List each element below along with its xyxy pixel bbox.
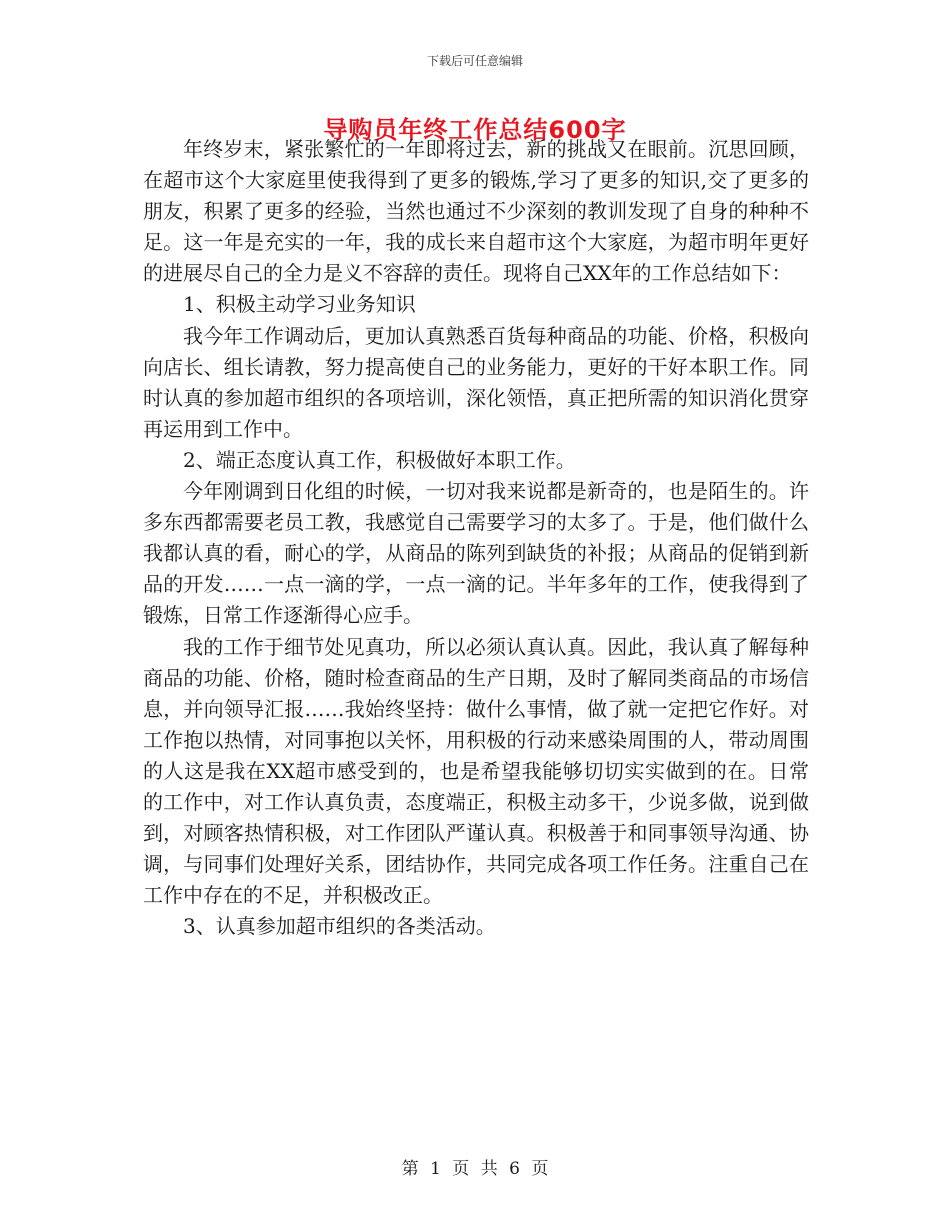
section-heading-2: 2、端正态度认真工作，积极做好本职工作。 bbox=[183, 447, 576, 472]
page-header-note: 下载后可任意编辑 bbox=[426, 54, 523, 68]
section-heading-1: 1、积极主动学习业务知识 bbox=[183, 292, 416, 317]
section-heading-3: 3、认真参加超市组织的各类活动。 bbox=[183, 914, 496, 939]
paragraph-section-2a: 今年刚调到日化组的时候，一切对我来说都是新奇的，也是陌生的。许多东西都需要老员工教，我感觉自己需要学习的太多了。于是，他们做什么我都认真的看，耐心的学，从商品的陈列到缺货的补报；从商品的促销到新品的开发……一点一滴的学，一点一滴的记。半年多年的工作，使我得到了锻炼，日常工作逐渐得心应手。 bbox=[143, 479, 809, 628]
document-title: 导购员年终工作总结600字 bbox=[323, 116, 627, 144]
paragraph-section-1: 我今年工作调动后，更加认真熟悉百货每种商品的功能、价格，积极向向店长、组长请教，努力提高使自己的业务能力，更好的干好本职工作。同时认真的参加超市组织的各项培训，深化领悟，真正把所需的知识消化贯穿再运用到工作中。 bbox=[143, 323, 809, 441]
paragraph-section-2b: 我的工作于细节处见真功，所以必须认真认真。因此，我认真了解每种商品的功能、价格，随时检查商品的生产日期，及时了解同类商品的市场信息，并向领导汇报……我始终坚持：做什么事情，做了就一定把它作好。对工作抱以热情，对同事抱以关怀，用积极的行动来感染周围的人，带动周围的人这是我在XX超市感受到的，也是希望我能够切切实实做到的在。日常的工作中，对工作认真负责，态度端正，积极主动多干，少说多做，说到做到，对顾客热情积极，对工作团队严谨认真。积极善于和同事领导沟通、协调，与同事们处理好关系，团结协作，共同完成各项工作任务。注重自己在工作中存在的不足，并积极改正。 bbox=[143, 634, 809, 908]
page-number-footer: 第 1 页 共 6 页 bbox=[401, 1159, 549, 1179]
document-body bbox=[143, 134, 809, 942]
paragraph-intro: 年终岁末，紧张繁忙的一年即将过去，新的挑战又在眼前。沉思回顾，在超市这个大家庭里使我得到了更多的锻炼,学习了更多的知识,交了更多的朋友，积累了更多的经验，当然也通过不少深刻的教训发现了自身的种种不足。这一年是充实的一年，我的成长来自超市这个大家庭，为超市明年更好的进展尽自己的全力是义不容辞的责任。现将自己XX年的工作总结如下： bbox=[143, 137, 809, 286]
